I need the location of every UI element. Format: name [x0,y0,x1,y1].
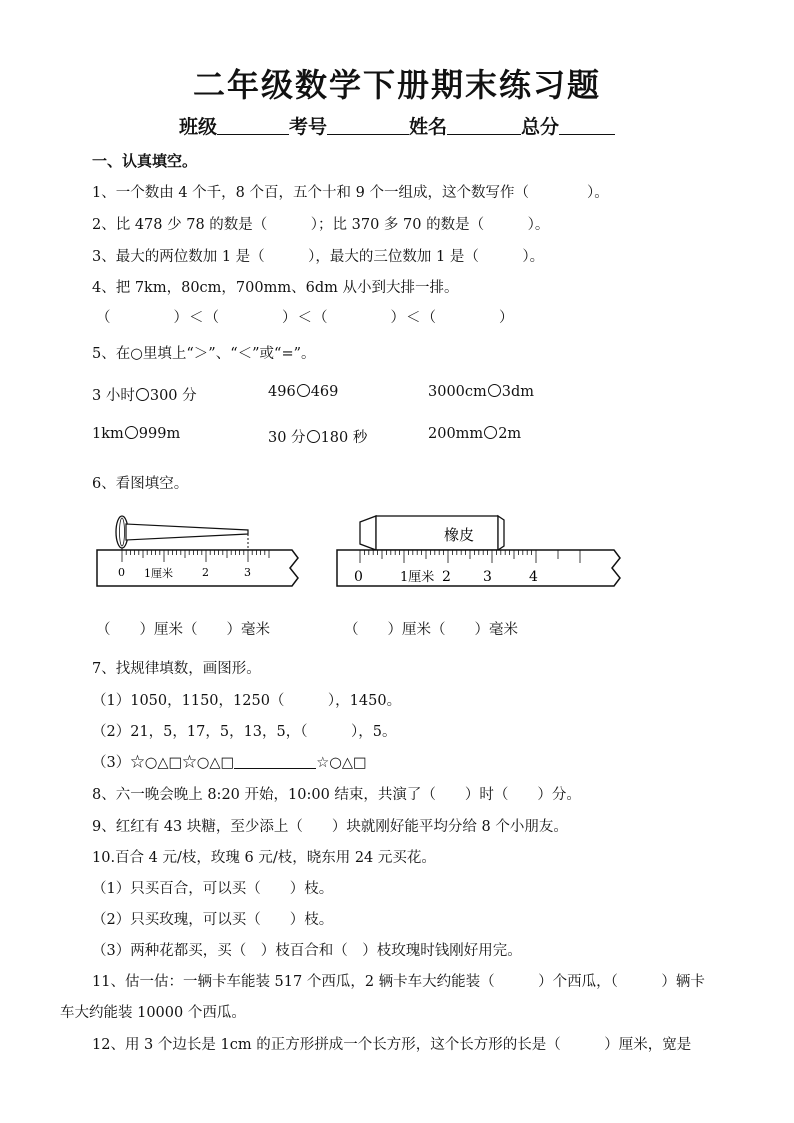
compare-item: 3 小时 300 分 [92,388,197,404]
question-7: 7、找规律填数，画图形。 [92,661,261,677]
question-4: 4、把 7km，80cm，700mm、6dm 从小到大排一排。 [92,280,459,296]
compare-circle[interactable] [125,426,138,439]
compare-item: 496 469 [268,384,339,400]
exam-no-label: 考号 [288,116,327,138]
question-8: 8、六一晚会晚上 8:20 开始，10:00 结束，共演了（ ）时（ ）分。 [92,787,581,803]
compare-item: 30 分 180 秒 [268,430,368,446]
compare-item: 1km 999m [92,426,181,442]
class-label: 班级 [178,116,217,138]
question-11-line-2: 车大约能装 10000 个西瓜。 [60,1005,246,1021]
question-3: 3、最大的两位数加 1 是（ ），最大的三位数加 1 是（ ）。 [92,249,545,265]
name-label: 姓名 [409,116,448,138]
ruler-tick-label: 1厘米 [400,570,435,585]
compare-item: 3000cm 3dm [428,384,535,400]
section-heading: 一、认真填空。 [92,152,198,170]
ruler-tick-label: 2 [202,566,209,579]
name-blank[interactable] [447,116,521,135]
compare-circle[interactable] [484,426,497,439]
question-11-line-1: 11、估一估：一辆卡车能装 517 个西瓜，2 辆卡车大约能装（ ）个西瓜，（ ）辆卡 [92,974,705,990]
question-12: 12、用 3 个边长是 1cm 的正方形拼成一个长方形，这个长方形的长是（ ）厘米，宽是 [92,1037,692,1053]
ruler-tick-label: 3 [244,566,251,579]
question-10-3: （3）两种花都买，买（ ）枝百合和（ ）枝玫瑰时钱刚好用完。 [92,943,522,959]
eraser-icon [360,516,504,550]
ruler-tick-label: 4 [529,569,538,585]
ruler-tick-label: 2 [442,569,451,585]
exam-no-blank[interactable] [327,116,409,135]
ruler-icon [337,550,620,586]
compare-circle[interactable] [136,388,149,401]
compare-circle[interactable] [488,384,501,397]
question-6-answer-2[interactable]: （ ）厘米（ ）毫米 [344,622,518,638]
ruler-tick-label: 0 [354,569,363,585]
ruler-tick-label: 0 [118,566,125,579]
page-title: 二年级数学下册期末练习题 [192,66,601,104]
compare-circle[interactable] [297,384,310,397]
question-10: 10.百合 4 元/枝，玫瑰 6 元/枝，晓东用 24 元买花。 [92,850,436,866]
ruler-eraser-figure [332,512,632,596]
nail-icon [116,516,248,554]
ruler-nail-figure [92,510,312,594]
question-5: 5、在○里填上“＞”、“＜”或“=”。 [92,346,316,362]
score-label: 总分 [521,116,560,138]
ruler-tick-label: 1厘米 [144,567,173,580]
score-blank[interactable] [559,116,615,135]
student-info-row [0,112,794,139]
answer-underline[interactable] [234,754,316,769]
question-2: 2、比 478 少 78 的数是（ ）；比 370 多 70 的数是（ ）。 [92,217,550,233]
question-6-answer-1[interactable]: （ ）厘米（ ）毫米 [96,622,270,638]
question-9: 9、红红有 43 块糖，至少添上（ ）块就刚好能平均分给 8 个小朋友。 [92,819,568,835]
question-7-1: （1）1050，1150，1250（ ），1450。 [92,693,402,709]
compare-circle[interactable] [307,430,320,443]
ruler-tick-label: 3 [483,569,492,585]
question-7-2: （2）21，5，17，5，13，5，（ ），5。 [92,724,397,740]
ruler-icon [97,550,298,586]
question-6: 6、看图填空。 [92,476,189,492]
eraser-label: 橡皮 [444,526,475,544]
compare-item: 200mm 2m [428,426,522,442]
question-10-1: （1）只买百合，可以买（ ）枝。 [92,881,334,897]
question-4-blanks[interactable]: （ ）＜（ ）＜（ ）＜（ ） [96,310,515,326]
question-1: 1、一个数由 4 个千，8 个百，五个十和 9 个一组成，这个数写作（ ）。 [92,185,609,201]
question-7-3: （3）☆○△□☆○△□ ☆○△□ [92,755,367,771]
class-blank[interactable] [217,116,289,135]
question-10-2: （2）只买玫瑰，可以买（ ）枝。 [92,912,334,928]
